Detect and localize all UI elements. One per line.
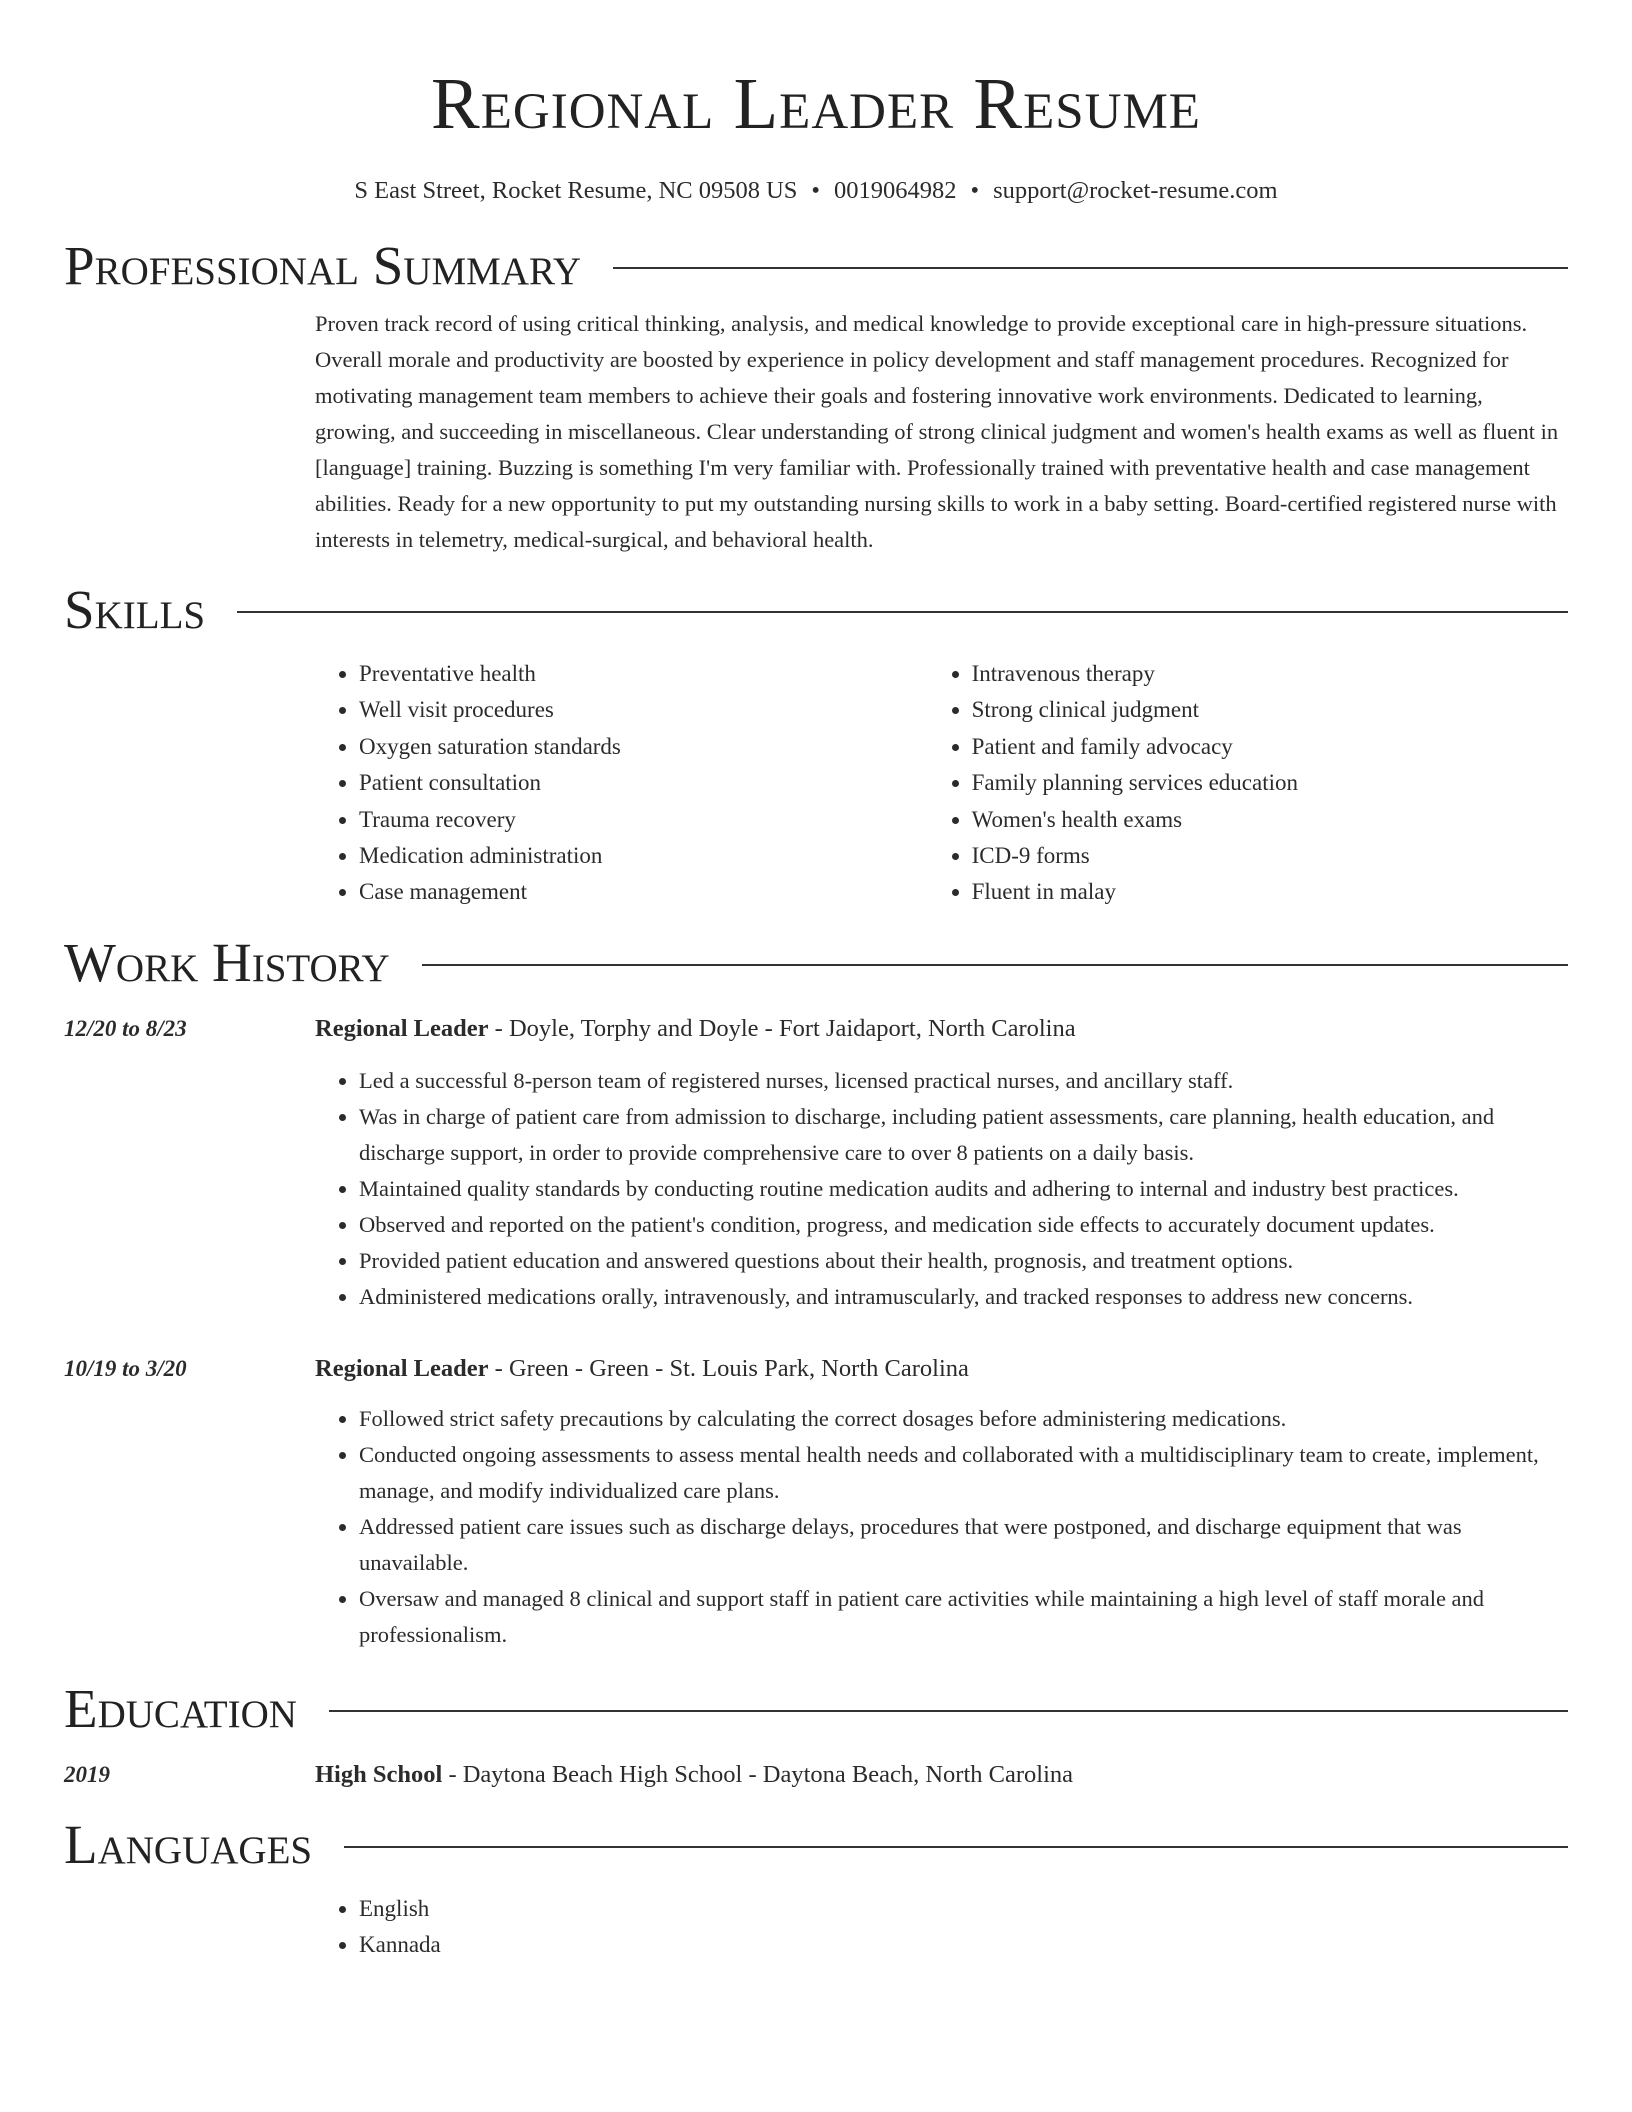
summary-section-header <box>64 234 1568 298</box>
skill-item: • Fluent in malay <box>972 874 1568 910</box>
language-item: • Kannada <box>359 1927 1568 1963</box>
skill-item: • Preventative health <box>359 656 928 692</box>
contact-separator: • <box>970 177 980 204</box>
job-bullet: • Observed and reported on the patient's condition, progress, and medication side effects to accurately document updates. <box>359 1207 1568 1243</box>
work-section-header <box>64 931 1568 995</box>
job-role: Regional Leader <box>315 1354 489 1382</box>
skills-column-right <box>928 656 1568 911</box>
skill-item: • ICD-9 forms <box>972 838 1568 874</box>
education-section-title: Education <box>64 1677 297 1739</box>
summary-text: Proven track record of using critical thinking, analysis, and medical knowledge to provide exceptional care in high-pressure situations. Overall morale and productivity are boosted by experience in policy development and staff management procedures. Recognized for motivating management team members to achieve their goals and fostering innovative work environments. Dedicated to learning, growing, and succeeding in miscellaneous. Clear understanding of strong clinical judgment and women's health exams as well as fluent in [language] training. Buzzing is something I'm very familiar with. Professionally trained with preventative health and case management abilities. Ready for a new opportunity to put my outstanding nursing skills to work in a baby setting. Board-certified registered nurse with interests in telemetry, medical-surgical, and behavioral health. <box>315 311 1559 552</box>
job-bullets <box>315 1063 1568 1315</box>
languages-section-header <box>64 1813 1568 1877</box>
skills-list <box>315 656 1568 911</box>
job-bullet: • Addressed patient care issues such as discharge delays, procedures that were postponed, and discharge equipment that was unavailable. <box>359 1509 1568 1581</box>
skill-item: • Trauma recovery <box>359 802 928 838</box>
language-item: • English <box>359 1891 1568 1927</box>
section-divider <box>422 964 1568 966</box>
skill-item: • Well visit procedures <box>359 692 928 728</box>
job-bullet: • Administered medications orally, intravenously, and intramuscularly, and tracked responses to address new concerns. <box>359 1279 1568 1315</box>
job-bullets <box>315 1401 1568 1653</box>
education-body <box>315 1757 1568 1793</box>
education-entry <box>64 1757 1568 1793</box>
job-employer: - Green - Green - St. Louis Park, North Carolina <box>488 1354 969 1382</box>
skills-column-left <box>315 656 928 911</box>
job-bullet: • Maintained quality standards by conducting routine medication audits and adhering to internal and industry best practices. <box>359 1171 1568 1207</box>
skills-section-title: Skills <box>64 579 206 640</box>
skill-item: • Intravenous therapy <box>972 656 1568 692</box>
skill-item: • Medication administration <box>359 838 928 874</box>
job-dates: 10/19 to 3/20 <box>64 1355 187 1381</box>
job-title-line <box>315 1011 1568 1047</box>
job-entry <box>64 1351 1568 1653</box>
summary-section-title: Professional Summary <box>64 235 582 296</box>
education-year: 2019 <box>64 1761 110 1787</box>
job-bullet: • Provided patient education and answered questions about their health, prognosis, and treatment options. <box>359 1243 1568 1279</box>
skill-item: • Family planning services education <box>972 765 1568 801</box>
section-divider <box>344 1846 1568 1848</box>
contact-separator: • <box>811 177 820 204</box>
job-entry <box>64 1011 1568 1315</box>
languages-list <box>64 1891 1568 1963</box>
resume-page <box>64 0 1568 1963</box>
contact-phone: 0019064982 <box>834 177 957 204</box>
job-role: Regional Leader <box>315 1014 489 1042</box>
languages-section-title: Languages <box>64 1813 313 1875</box>
skill-item: • Strong clinical judgment <box>972 692 1568 728</box>
contact-email: support@rocket-resume.com <box>993 177 1278 204</box>
skill-item: • Patient and family advocacy <box>972 729 1568 765</box>
skill-item: • Oxygen saturation standards <box>359 729 928 765</box>
resume-title: Regional Leader Resume <box>431 63 1201 144</box>
education-line <box>315 1757 1568 1793</box>
job-bullet: • Oversaw and managed 8 clinical and support staff in patient care activities while maintaining a high level of staff morale and professionalism. <box>359 1581 1568 1653</box>
job-body <box>315 1011 1568 1315</box>
contact-line <box>64 176 1568 206</box>
section-divider <box>237 611 1568 613</box>
skill-item: • Case management <box>359 874 928 910</box>
education-school: - Daytona Beach High School - Daytona Beach, North Carolina <box>442 1760 1074 1788</box>
job-employer: - Doyle, Torphy and Doyle - Fort Jaidaport, North Carolina <box>488 1014 1076 1042</box>
job-bullet: • Conducted ongoing assessments to assess mental health needs and collaborated with a multidisciplinary team to create, implement, manage, and modify individualized care plans. <box>359 1437 1568 1509</box>
education-degree: High School <box>315 1760 443 1788</box>
job-bullet: • Followed strict safety precautions by calculating the correct dosages before administering medications. <box>359 1401 1568 1437</box>
contact-address: S East Street, Rocket Resume, NC 09508 US <box>354 177 798 204</box>
job-body <box>315 1351 1568 1653</box>
skills-section-header <box>64 578 1568 642</box>
section-divider <box>329 1710 1568 1712</box>
job-dates: 12/20 to 8/23 <box>64 1015 187 1041</box>
skill-item: • Women's health exams <box>972 802 1568 838</box>
section-divider <box>613 267 1568 269</box>
languages-items <box>315 1891 1568 1963</box>
job-bullet: • Was in charge of patient care from admission to discharge, including patient assessments, care planning, health education, and discharge support, in order to provide comprehensive care to over 8 patients on a daily basis. <box>359 1099 1568 1171</box>
job-bullet: • Led a successful 8-person team of registered nurses, licensed practical nurses, and ancillary staff. <box>359 1063 1568 1099</box>
job-title-line <box>315 1351 1568 1387</box>
education-section-header <box>64 1677 1568 1741</box>
work-section-title: Work History <box>64 931 390 993</box>
skill-item: • Patient consultation <box>359 765 928 801</box>
